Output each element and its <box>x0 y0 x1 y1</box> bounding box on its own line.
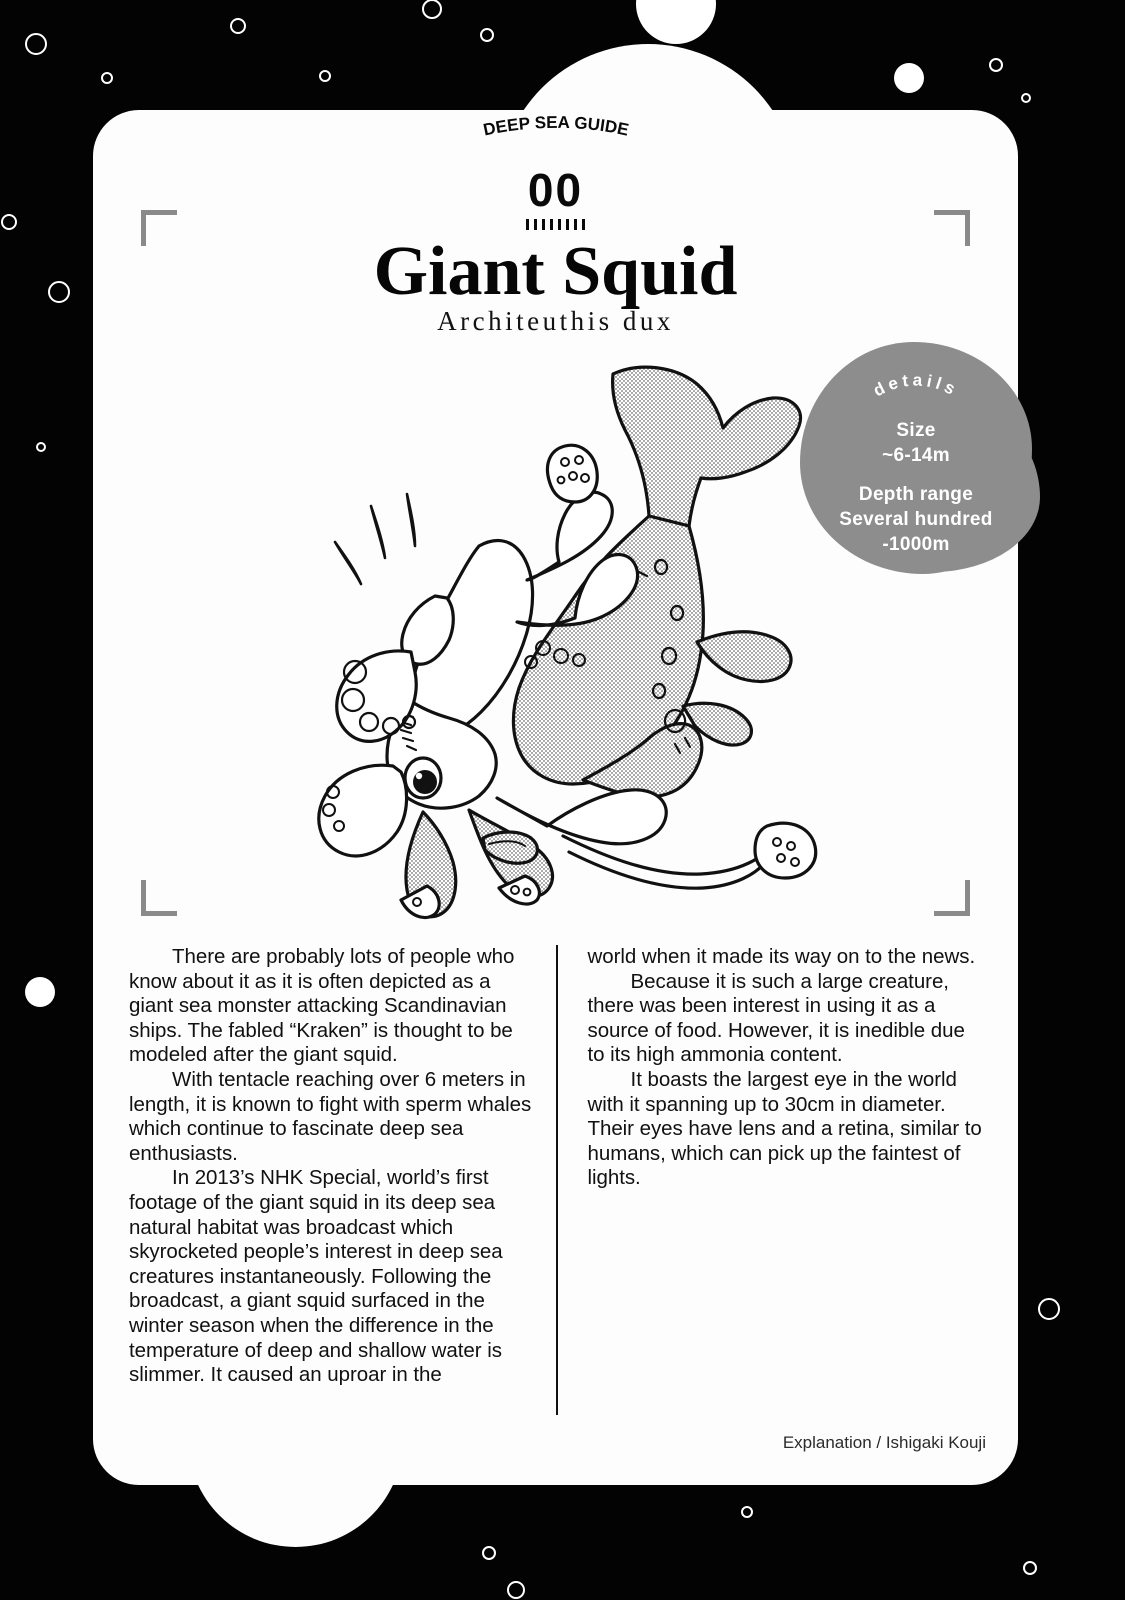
paragraph: It boasts the largest eye in the world with it spanning up to 30cm in diameter. Their eyes have lens and a retina, similar to humans, which can pick up the faintest of lights. <box>587 1067 982 1190</box>
squid-illustration <box>283 360 823 920</box>
paragraph: world when it made its way on to the news. <box>587 945 976 968</box>
paragraph: There are probably lots of people who know about it as it is often depicted as a giant sea monster attacking Scandinavian ships. The fabled “Kraken” is thought to be modeled after the giant squid. <box>129 945 515 1067</box>
crop-mark-bottom-right <box>934 880 970 916</box>
bubble-17 <box>507 1581 525 1599</box>
scientific-name: Architeuthis dux <box>437 306 674 336</box>
bubble-18 <box>1023 1561 1037 1575</box>
page-title: Giant Squid <box>373 233 738 310</box>
tick-mark <box>550 219 553 230</box>
tick-mark <box>558 219 561 230</box>
bubble-6 <box>636 0 716 44</box>
details-badge <box>800 342 1032 574</box>
credit-line: Explanation / Ishigaki Kouji <box>782 1433 986 1452</box>
details-depth-value-line1: Several hundred <box>839 509 993 531</box>
bubble-14 <box>1038 1298 1060 1320</box>
bubble-5 <box>480 28 494 42</box>
tick-mark <box>542 219 545 230</box>
issue-number: 00 <box>527 164 584 216</box>
bubble-16 <box>482 1546 496 1560</box>
text-column-right <box>556 945 983 1415</box>
details-content <box>800 418 1032 557</box>
tick-mark <box>526 219 529 230</box>
details-size <box>800 418 1032 468</box>
squid-illustration-svg <box>283 360 823 920</box>
paragraph: Because it is such a large creature, there was been interest in using it as a source of food. However, it is inedible due to its high ammonia content. <box>587 969 965 1067</box>
details-size-value: ~6-14m <box>882 445 950 467</box>
bubble-8 <box>989 58 1003 72</box>
tick-mark <box>534 219 537 230</box>
paragraph: With tentacle reaching over 6 meters in length, it is known to fight with sperm whales which continue to fascinate deep sea enthusiasts. <box>129 1067 532 1165</box>
issue-badge <box>93 164 1018 230</box>
bubble-15 <box>741 1506 753 1518</box>
tick-marks <box>93 219 1018 230</box>
bubble-9 <box>1021 93 1031 103</box>
text-column-left <box>129 945 556 1415</box>
paragraph: In 2013’s NHK Special, world’s first footage of the giant squid in its deep sea natural habitat was broadcast which skyrocketed people’s interest in deep sea creatures instantaneously. Following the broadcast, a giant squid surfaced in the winter season when the difference in the temperature of deep and shallow water is slimmer. It caused an uproar in the <box>129 1166 503 1387</box>
bubble-12 <box>36 442 46 452</box>
tick-mark <box>582 219 585 230</box>
details-depth-label: Depth range <box>858 484 974 506</box>
bubble-4 <box>422 0 442 19</box>
details-size-label: Size <box>896 420 936 441</box>
crop-mark-bottom-left <box>141 880 177 916</box>
bubble-13 <box>25 977 55 1007</box>
article-body <box>129 945 982 1415</box>
bubble-0 <box>25 33 47 55</box>
bubble-1 <box>101 72 113 84</box>
details-depth-value-line2: -1000m <box>882 534 950 556</box>
guide-card <box>93 110 1018 1485</box>
tick-mark <box>574 219 577 230</box>
tick-mark <box>566 219 569 230</box>
bubble-3 <box>319 70 331 82</box>
bubble-10 <box>1 214 17 230</box>
bubble-11 <box>48 281 70 303</box>
details-depth <box>800 482 1032 557</box>
details-label-text: details <box>870 370 962 401</box>
kicker-text: DEEP SEA GUIDE <box>481 112 630 140</box>
bubble-7 <box>894 63 924 93</box>
bubble-2 <box>230 18 246 34</box>
